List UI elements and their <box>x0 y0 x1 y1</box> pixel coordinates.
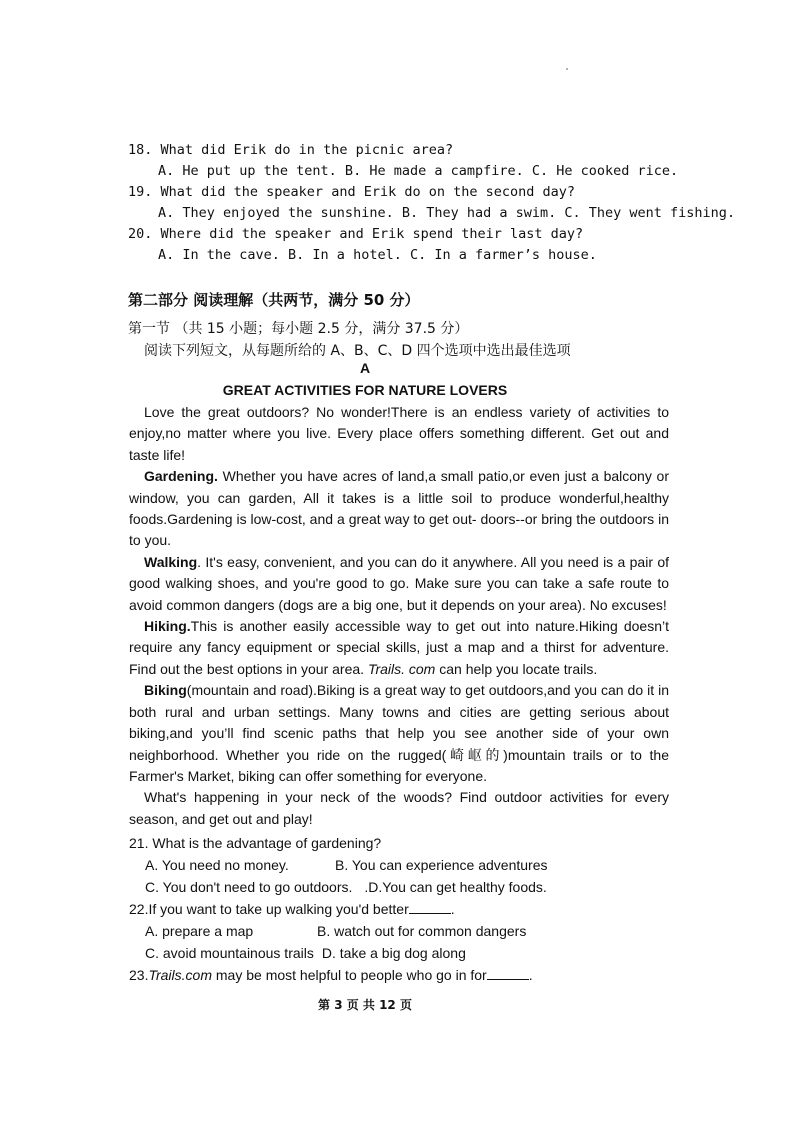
paragraph-closing: What's happening in your neck of the woods? Find outdoor activities for every season, and get out and play! <box>129 789 669 827</box>
option-22-d: D. take a big dog along <box>321 945 466 961</box>
question-20: 20. Where did the speaker and Erik spend their last day? <box>128 226 584 242</box>
option-22-c: C. avoid mountainous trails <box>145 945 314 961</box>
gardening-text: Whether you have acres of land,a small patio,or even just a balcony or window, you can garden, All it takes is a little soil to produce wonderful,healthy foods.Gardening is low-cost, and a great way to get out- doors--or bring the outdoors in to you. <box>129 468 669 549</box>
question-22-options-cd <box>129 942 689 964</box>
question-22: 22.If you want to take up walking you'd better . <box>129 901 455 917</box>
question-18-options: A. He put up the tent. B. He made a campfire. C. He cooked rice. <box>158 163 679 179</box>
paragraph-walking <box>129 552 669 616</box>
hiking-text-end: can help you locate trails. <box>435 660 598 677</box>
hiking-site: Trails. com <box>367 660 436 677</box>
question-22-text: 22.If you want to take up walking you'd better <box>129 901 409 917</box>
option-22-a: A. prepare a map <box>145 923 254 939</box>
walking-text: . It's easy, convenient, and you can do it anywhere. All you need is a pair of good walking shoes, and you're good to go. Make sure you can take a safe route to avoid common dangers (dogs are a big one, but it depends on your area). No excuses! <box>129 553 669 613</box>
scan-speck <box>566 68 568 70</box>
question-21: 21. What is the advantage of gardening? <box>129 835 382 851</box>
gardening-heading: Gardening. <box>144 468 218 485</box>
paragraph-biking <box>129 680 669 787</box>
reading-questions <box>129 832 689 986</box>
question-21-options-cd <box>129 876 689 898</box>
biking-text: (mountain and road).Biking is a great way to get outdoors,and you can do it in both rural and urban settings. Many towns and cities are getting serious about biking,and you’ll find scenic paths that help you see another side of your own neighborhood. Whether you ride on the rugged(崎岖的)mountain trails or to the Farmer's Market, biking can offer something for everyone. <box>129 682 669 784</box>
option-21-d: .D.You can get healthy foods. <box>364 879 547 895</box>
question-19-options: A. They enjoyed the sunshine. B. They had a swim. C. They went fishing. <box>158 205 736 221</box>
paragraph-gardening <box>129 466 669 552</box>
paragraph-intro: Love the great outdoors? No wonder!There is an endless variety of activities to enjoy,no matter where you live. Every place offers something different. Get out and taste life! <box>129 404 669 463</box>
answer-blank <box>487 965 529 980</box>
answer-blank <box>409 899 451 914</box>
question-23: 23.Trails.com may be most helpful to people who go in for . <box>129 967 533 983</box>
listening-questions <box>128 140 736 266</box>
question-21-options-ab <box>129 854 689 876</box>
walking-heading: Walking <box>144 553 198 570</box>
passage-letter: A <box>359 360 371 376</box>
hiking-text: This is another easily accessible way to get out into nature.Hiking doesn’t require any fancy equipment or special skills, just a map and a thirst for adventure. Find out the best options in your area. <box>129 618 669 677</box>
hiking-heading: Hiking. <box>144 618 191 635</box>
question-22-options-ab <box>129 920 689 942</box>
question-23-text: may be most helpful to people who go in for <box>212 967 487 983</box>
page-footer: 第 3 页 共 12 页 <box>318 998 412 1012</box>
option-21-a: A. You need no money. <box>145 857 289 873</box>
question-18: 18. What did Erik do in the picnic area? <box>128 142 454 158</box>
section-heading: 第一节 （共 15 小题；每小题 2.5 分，满分 37.5 分） <box>128 321 469 337</box>
instruction: 阅读下列短文，从每题所给的 A、B、C、D 四个选项中选出最佳选项 <box>144 343 571 359</box>
option-21-c: C. You don't need to go outdoors. <box>145 879 353 895</box>
paragraph-hiking <box>129 616 669 680</box>
option-21-b: B. You can experience adventures <box>335 857 548 873</box>
question-23-site: Trails.com <box>148 967 212 983</box>
part-heading: 第二部分 阅读理解（共两节，满分 50 分） <box>128 291 420 309</box>
option-22-b: B. watch out for common dangers <box>317 923 527 939</box>
question-20-options: A. In the cave. B. In a hotel. C. In a farmer’s house. <box>158 247 597 263</box>
question-19: 19. What did the speaker and Erik do on the second day? <box>128 184 576 200</box>
question-23-number: 23. <box>129 967 149 983</box>
passage-body <box>129 402 669 830</box>
biking-heading: Biking <box>144 682 187 699</box>
passage-title: GREAT ACTIVITIES FOR NATURE LOVERS <box>222 382 508 398</box>
